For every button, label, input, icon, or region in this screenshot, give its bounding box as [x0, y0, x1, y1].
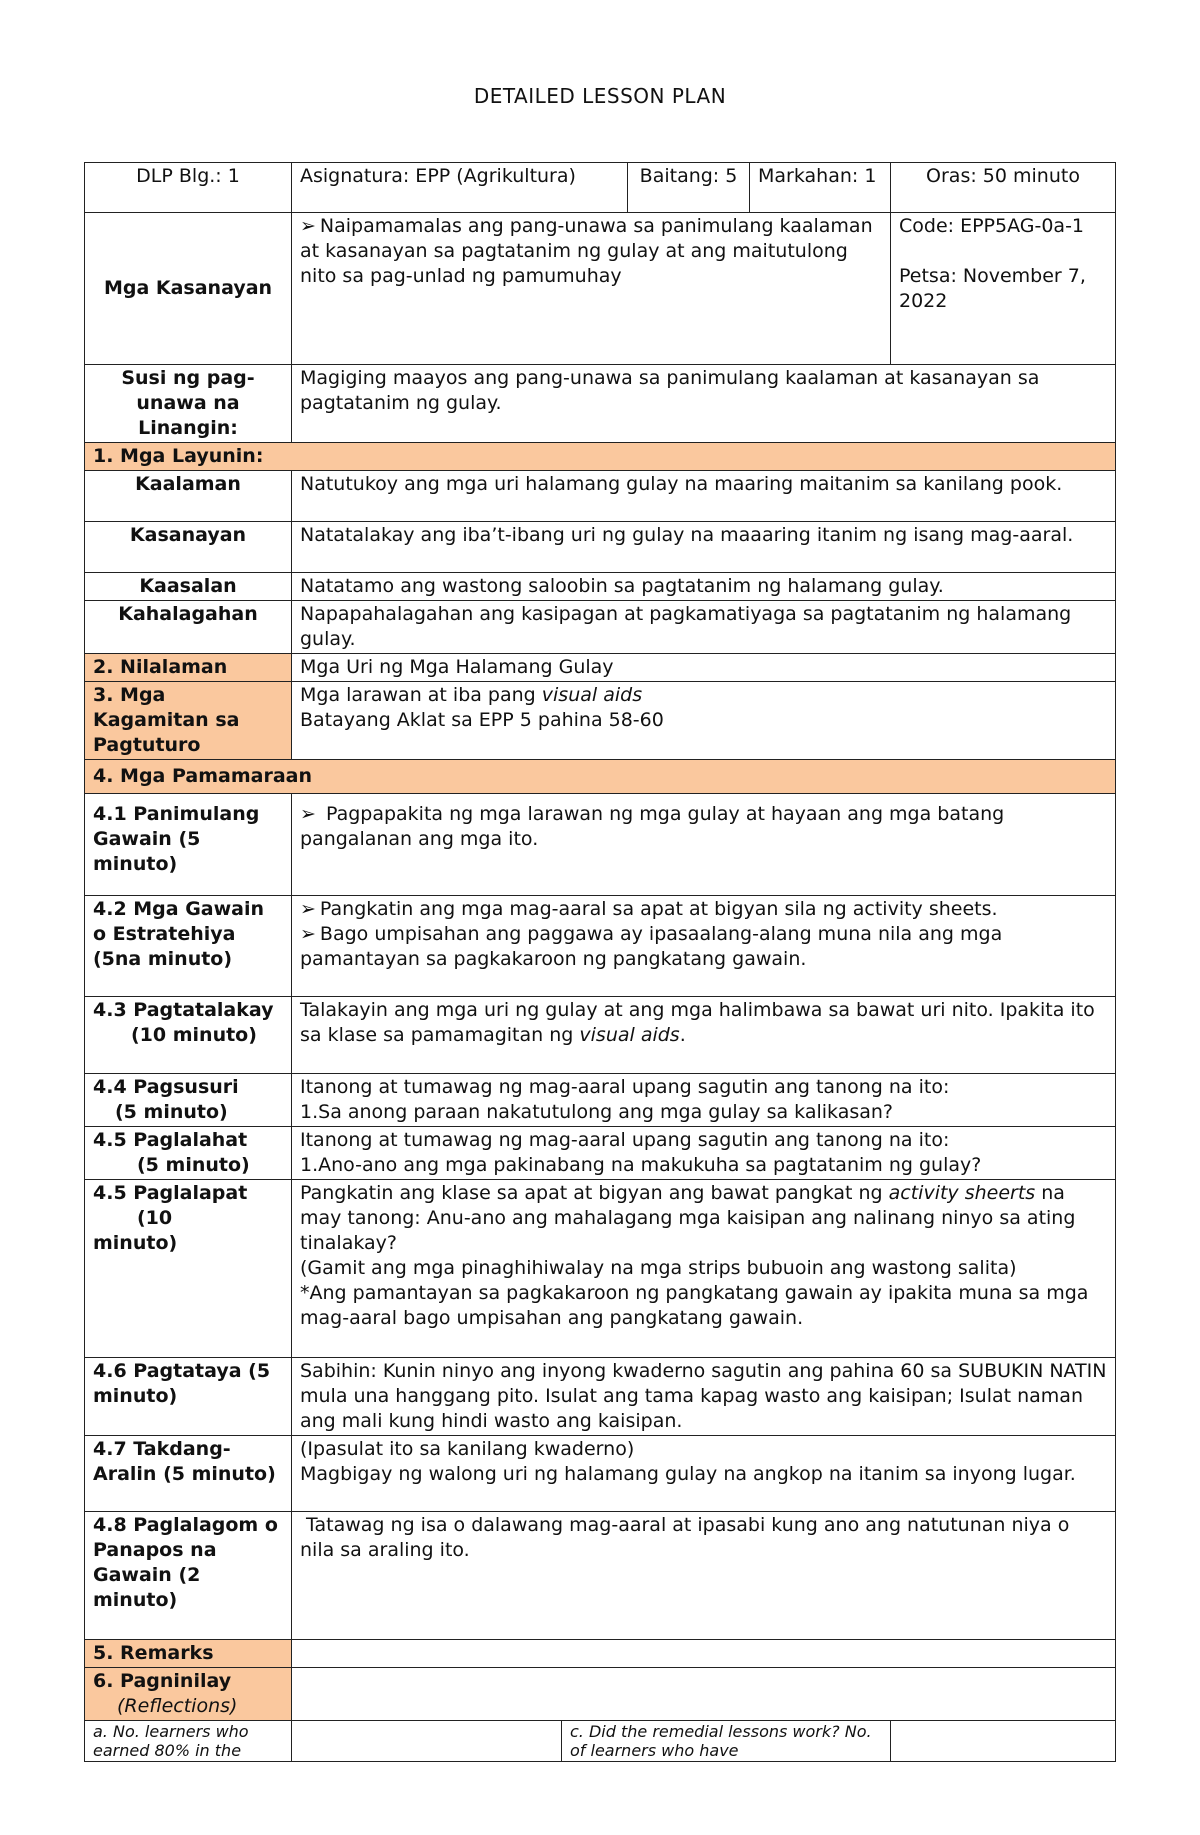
content-label: 2. Nilalaman [85, 654, 292, 682]
quarter: Markahan: 1 [750, 163, 891, 213]
procedure-text: Itanong at tumawag ng mag-aaral upang sagutin ang tanong na ito: 1.Sa anong paraan nakatutulong ang mga gulay sa kalikasan? [292, 1074, 1116, 1127]
procedure-label: 4.1 Panimulang Gawain (5 minuto) [85, 794, 292, 896]
procedure-text: (Ipasulat ito sa kanilang kwaderno) Magbigay ng walong uri ng halamang gulay na angkop na itanim sa inyong lugar. [292, 1436, 1116, 1512]
procedure-row-assignment [85, 1436, 1116, 1512]
lesson-code: Code: EPP5AG-0a-1 [899, 215, 1085, 237]
procedure-row-discussion [85, 997, 1116, 1074]
objective-label: Kaalaman [85, 471, 292, 522]
header-row [85, 163, 1116, 213]
objective-row-knowledge [85, 471, 1116, 522]
objective-text: Napapahalagahan ang kasipagan at pagkamatiyaga sa pagtatanim ng halamang gulay. [292, 601, 1116, 654]
procedure-row-generalization [85, 1127, 1116, 1180]
materials-text: Mga larawan at iba pang visual aids Batayang Aklat sa EPP 5 pahina 58-60 [292, 682, 1116, 760]
objective-label: Kaasalan [85, 573, 292, 601]
code-date-cell [891, 213, 1116, 365]
procedure-label: 4.4 Pagsusuri (5 minuto) [85, 1074, 292, 1127]
competency-row [85, 213, 1116, 365]
reflection-label: 6. Pagninilay (Reflections) [85, 1668, 292, 1721]
objectives-header-row [85, 443, 1116, 471]
page-title: DETAILED LESSON PLAN [473, 84, 727, 108]
procedures-header-row [85, 760, 1116, 794]
procedure-row-evaluation [85, 1358, 1116, 1436]
procedure-label: 4.6 Pagtataya (5 minuto) [85, 1358, 292, 1436]
key-understanding-row [85, 365, 1116, 443]
dlp-number: DLP Blg.: 1 [85, 163, 292, 213]
objective-row-skill [85, 522, 1116, 573]
remarks-field [292, 1640, 1116, 1668]
materials-label: 3. Mga Kagamitan sa Pagtuturo [85, 682, 292, 760]
procedures-header: 4. Mga Pamamaraan [85, 760, 1116, 794]
objective-text: Natatalakay ang iba’t-ibang uri ng gulay na maaaring itanim ng isang mag-aaral. [292, 522, 1116, 573]
procedure-label: 4.2 Mga Gawain o Estratehiya (5na minuto) [85, 896, 292, 997]
procedure-row-activities [85, 896, 1116, 997]
objective-row-values [85, 601, 1116, 654]
grade-level: Baitang: 5 [628, 163, 750, 213]
bullet-arrow-icon [300, 803, 320, 825]
competency-text: ➢ Naipamamalas ang pang-unawa sa panimulang kaalaman at kasanayan sa pagtatanim ng gulay at ang maitutulong nito sa pag-unlad ng pamumuhay [292, 213, 891, 365]
procedure-text: ➢ Pangkatin ang mga mag-aaral sa apat at bigyan sila ng activity sheets. ➢ Bago umpisahan ang paggawa ay ipasaalang-alang muna nila ang mga pamantayan sa pagkakaroon ng pangkatang gawain. [292, 896, 1116, 997]
procedure-row-closing [85, 1512, 1116, 1640]
key-understanding-text: Magiging maayos ang pang-unawa sa panimulang kaalaman at kasanayan sa pagtatanim ng gulay. [292, 365, 1116, 443]
procedure-text: Talakayin ang mga uri ng gulay at ang mga halimbawa sa bawat uri nito. Ipakita ito sa klase sa pamamagitan ng visual aids. [292, 997, 1116, 1074]
reflection-answer-c [891, 1721, 1116, 1762]
procedure-row-application [85, 1180, 1116, 1358]
materials-row [85, 682, 1116, 760]
objective-text: Natatamo ang wastong saloobin sa pagtatanim ng halamang gulay. [292, 573, 1116, 601]
procedure-label: 4.5 Paglalahat (5 minuto) [85, 1127, 292, 1180]
objective-row-attitude [85, 573, 1116, 601]
lesson-plan-table [84, 162, 1116, 1762]
reflection-item-c: c. Did the remedial lessons work? No. of learners who have [562, 1721, 891, 1762]
procedure-row-intro [85, 794, 1116, 896]
objective-label: Kasanayan [85, 522, 292, 573]
procedure-text: Sabihin: Kunin ninyo ang inyong kwaderno sagutin ang pahina 60 sa SUBUKIN NATIN mula una hanggang pito. Isulat ang tama kapag wasto ang kaisipan; Isulat naman ang mali kung hindi wasto ang kaisipan. [292, 1358, 1116, 1436]
procedure-text: Itanong at tumawag ng mag-aaral upang sagutin ang tanong na ito: 1.Ano-ano ang mga pakinabang na makukuha sa pagtatanim ng gulay? [292, 1127, 1116, 1180]
bullet-arrow-icon [300, 898, 320, 920]
bullet-arrow-icon [300, 215, 320, 237]
procedure-label: 4.5 Paglalapat (10 minuto) [85, 1180, 292, 1358]
procedure-label: 4.3 Pagtatalakay (10 minuto) [85, 997, 292, 1074]
lesson-date: Petsa: November 7, 2022 [899, 265, 1086, 312]
duration: Oras: 50 minuto [891, 163, 1116, 213]
remarks-label: 5. Remarks [85, 1640, 292, 1668]
reflection-row [85, 1668, 1116, 1721]
procedure-label: 4.8 Paglalagom o Panapos na Gawain (2 minuto) [85, 1512, 292, 1640]
content-text: Mga Uri ng Mga Halamang Gulay [292, 654, 1116, 682]
competency-label: Mga Kasanayan [85, 213, 292, 365]
bullet-arrow-icon [300, 923, 320, 945]
subject: Asignatura: EPP (Agrikultura) [292, 163, 628, 213]
remarks-row [85, 1640, 1116, 1668]
objective-text: Natutukoy ang mga uri halamang gulay na maaring maitanim sa kanilang pook. [292, 471, 1116, 522]
procedure-text: Pangkatin ang klase sa apat at bigyan ang bawat pangkat ng activity sheerts na may tanong: Anu-ano ang mahalagang mga kaisipan ang nalinang ninyo sa ating tinalakay? (Gamit ang mga pinaghihiwalay na mga strips bubuoin ang wastong salita) *Ang pamantayan sa pagkakaroon ng pangkatang gawain ay ipakita muna sa mga mag-aaral bago umpisahan ang pangkatang gawain. [292, 1180, 1116, 1358]
reflection-answer-a [292, 1721, 562, 1762]
procedure-text: ➢ Pagpapakita ng mga larawan ng mga gulay at hayaan ang mga batang pangalanan ang mga ito. [292, 794, 1116, 896]
reflection-detail-row [85, 1721, 1116, 1762]
content-row [85, 654, 1116, 682]
objectives-header: 1. Mga Layunin: [85, 443, 1116, 471]
key-understanding-label: Susi ng pag-unawa na Linangin: [85, 365, 292, 443]
procedure-row-analysis [85, 1074, 1116, 1127]
procedure-label: 4.7 Takdang-Aralin (5 minuto) [85, 1436, 292, 1512]
reflection-field [292, 1668, 1116, 1721]
procedure-text: Tatawag ng isa o dalawang mag-aaral at ipasabi kung ano ang natutunan niya o nila sa araling ito. [292, 1512, 1116, 1640]
reflection-item-a: a. No. learners who earned 80% in the [85, 1721, 292, 1762]
objective-label: Kahalagahan [85, 601, 292, 654]
